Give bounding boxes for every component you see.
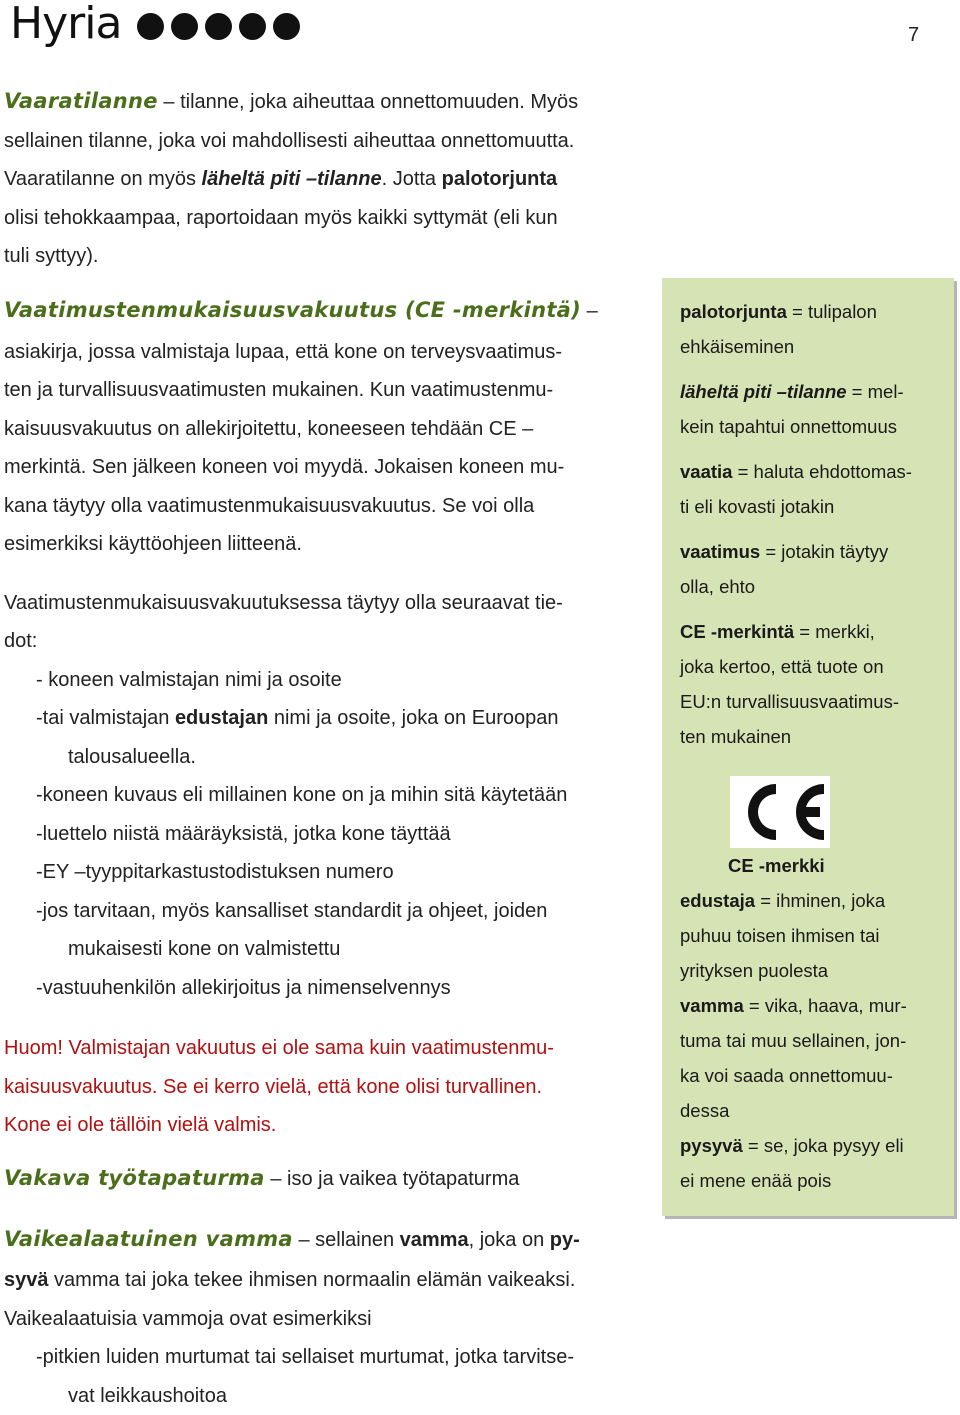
text-span: – sellainen	[293, 1229, 400, 1251]
text-line: Kone ei ole tällöin vielä valmis.	[4, 1106, 638, 1145]
term-vamma: vamma	[400, 1229, 469, 1251]
glossary-text: = vika, haava, mur-	[744, 995, 907, 1016]
text-line: Vaatimustenmukaisuusvakuutuksessa täytyy olla seuraavat tie-	[4, 584, 638, 623]
text-line: kana täytyy olla vaatimustenmukaisuusvakuutus. Se voi olla	[4, 487, 638, 526]
glossary-item	[680, 614, 944, 754]
text-span: Vaaratilanne on myös	[4, 168, 202, 190]
list-item: -luettelo niistä määräyksistä, jotka kone täyttää	[4, 815, 638, 854]
list-item: -EY –tyyppitarkastustodistuksen numero	[4, 853, 638, 892]
logo-dots	[137, 13, 300, 40]
text-line: asiakirja, jossa valmistaja lupaa, että kone on terveysvaatimus-	[4, 333, 638, 372]
text-line: dot:	[4, 622, 638, 661]
glossary-text: ehkäiseminen	[680, 329, 944, 364]
term-pysyva-cont: syvä	[4, 1269, 49, 1291]
list-item-continuation: mukaisesti kone on valmistettu	[4, 930, 638, 969]
definition-vaatimustenmukaisuusvakuutus	[4, 288, 638, 564]
text-span: , joka on	[469, 1229, 550, 1251]
text-span: . Jotta	[382, 168, 442, 190]
glossary-text: yrityksen puolesta	[680, 953, 944, 988]
logo-text: Hyria	[10, 2, 121, 46]
text-line: olisi tehokkaampaa, raportoidaan myös kaikki syttymät (eli kun	[4, 199, 638, 238]
text-line: Vaikealaatuisia vammoja ovat esimerkiksi	[4, 1300, 638, 1339]
definition-vaaratilanne	[4, 82, 638, 276]
glossary-text: ei mene enää pois	[680, 1163, 944, 1198]
glossary-term: CE -merkintä	[680, 621, 794, 642]
glossary-item	[680, 534, 944, 604]
glossary-item	[680, 1128, 944, 1198]
list-item: -vastuuhenkilön allekirjoitus ja nimenselvennys	[4, 969, 638, 1008]
text-line: ten ja turvallisuusvaatimusten mukainen. Kun vaatimustenmu-	[4, 371, 638, 410]
glossary-term: läheltä piti –tilanne	[680, 381, 847, 402]
text-span: -tai valmistajan	[36, 707, 175, 729]
hyria-logo	[10, 0, 300, 48]
definition-vakava-tyotapaturma	[4, 1159, 638, 1199]
term-pysyva: py-	[550, 1229, 580, 1251]
glossary-text: dessa	[680, 1093, 944, 1128]
term-vaikealaatuinen-vamma: Vaikealaatuinen vamma	[4, 1227, 293, 1251]
glossary-item	[680, 374, 944, 444]
glossary-text: = se, joka pysyy eli	[743, 1135, 904, 1156]
glossary-text: = merkki,	[794, 621, 875, 642]
list-item: -pitkien luiden murtumat tai sellaiset murtumat, jotka tarvitse-	[4, 1338, 638, 1377]
glossary-item	[680, 454, 944, 524]
text-line: kaisuusvakuutus on allekirjoitettu, koneeseen tehdään CE –	[4, 410, 638, 449]
glossary-item	[680, 988, 944, 1128]
list-item: - koneen valmistajan nimi ja osoite	[4, 661, 638, 700]
glossary-text: joka kertoo, että tuote on	[680, 649, 944, 684]
page-number: 7	[908, 24, 919, 47]
term-vakava-tyotapaturma: Vakava työtapaturma	[4, 1166, 265, 1190]
term-palotorjunta: palotorjunta	[442, 168, 558, 190]
term-edustajan: edustajan	[175, 707, 268, 729]
glossary-text: tuma tai muu sellainen, jon-	[680, 1023, 944, 1058]
list-item-continuation: talousalueella.	[4, 738, 638, 777]
text-span: nimi ja osoite, joka on Euroopan	[268, 707, 558, 729]
text-line: esimerkiksi käyttöohjeen liitteenä.	[4, 525, 638, 564]
note-huom	[4, 1029, 638, 1145]
glossary-text: olla, ehto	[680, 569, 944, 604]
glossary-item	[680, 294, 944, 364]
glossary-text: puhuu toisen ihmisen tai	[680, 918, 944, 953]
glossary-term: pysyvä	[680, 1135, 743, 1156]
definition-vaikealaatuinen-vamma	[4, 1218, 638, 1415]
term-vaaratilanne: Vaaratilanne	[4, 89, 158, 113]
list-item-continuation: vat leikkaushoitoa	[4, 1377, 638, 1415]
text-line: kaisuusvakuutus. Se ei kerro vielä, että kone olisi turvallinen.	[4, 1068, 638, 1107]
list-item	[4, 699, 638, 738]
glossary-text: ten mukainen	[680, 719, 944, 754]
text-span: vamma tai joka tekee ihmisen normaalin elämän vaikeaksi.	[49, 1269, 576, 1291]
text-span: – iso ja vaikea työtapaturma	[265, 1168, 520, 1190]
glossary-term: vaatimus	[680, 541, 760, 562]
list-item: -jos tarvitaan, myös kansalliset standardit ja ohjeet, joiden	[4, 892, 638, 931]
glossary-sidebar	[662, 278, 954, 1216]
logo-dot	[273, 13, 300, 40]
glossary-text: = ihminen, joka	[755, 890, 885, 911]
text-line: tuli syttyy).	[4, 237, 638, 276]
glossary-text: ti eli kovasti jotakin	[680, 489, 944, 524]
text-span: –	[581, 300, 598, 322]
logo-dot	[137, 13, 164, 40]
glossary-term: vamma	[680, 995, 744, 1016]
glossary-text: kein tapahtui onnettomuus	[680, 409, 944, 444]
glossary-term: vaatia	[680, 461, 732, 482]
term-laheltapiti: läheltä piti –tilanne	[202, 168, 382, 190]
main-text	[4, 82, 638, 1415]
ce-mark-icon	[730, 776, 830, 848]
text-line: sellainen tilanne, joka voi mahdollisesti aiheuttaa onnettomuutta.	[4, 122, 638, 161]
required-info-list	[4, 584, 638, 1008]
glossary-text: ka voi saada onnettomuu-	[680, 1058, 944, 1093]
logo-dot	[205, 13, 232, 40]
logo-dot	[171, 13, 198, 40]
glossary-term: edustaja	[680, 890, 755, 911]
glossary-term: palotorjunta	[680, 301, 787, 322]
glossary-item	[680, 883, 944, 988]
glossary-text: EU:n turvallisuusvaatimus-	[680, 684, 944, 719]
glossary-text: = mel-	[847, 381, 904, 402]
logo-dot	[239, 13, 266, 40]
glossary-text: = jotakin täytyy	[760, 541, 888, 562]
list-item: -koneen kuvaus eli millainen kone on ja mihin sitä käytetään	[4, 776, 638, 815]
text-line: Huom! Valmistajan vakuutus ei ole sama kuin vaatimustenmu-	[4, 1029, 638, 1068]
text-line: merkintä. Sen jälkeen koneen voi myydä. Jokaisen koneen mu-	[4, 448, 638, 487]
text-line: – tilanne, joka aiheuttaa onnettomuuden. Myös	[158, 91, 578, 113]
glossary-text: = tulipalon	[787, 301, 877, 322]
term-vaatimustenmukaisuusvakuutus: Vaatimustenmukaisuusvakuutus (CE -merkintä)	[4, 298, 581, 322]
glossary-text: = haluta ehdottomas-	[732, 461, 911, 482]
ce-mark-caption: CE -merkki	[680, 848, 944, 883]
